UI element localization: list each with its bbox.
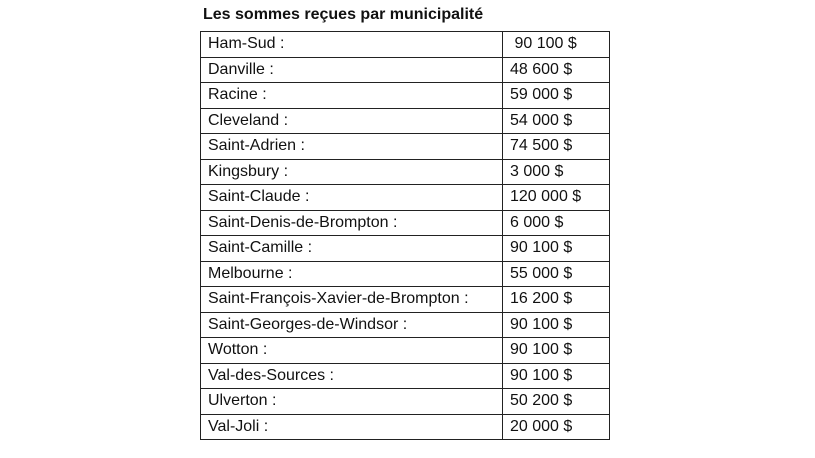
- municipality-cell: Cleveland :: [201, 108, 503, 134]
- amount-cell: 74 500 $: [503, 134, 610, 160]
- table-row: [201, 312, 610, 338]
- amount-cell: 3 000 $: [503, 159, 610, 185]
- municipality-cell: Ham-Sud :: [201, 32, 503, 58]
- municipality-cell: Saint-Camille :: [201, 236, 503, 262]
- municipality-cell: Danville :: [201, 57, 503, 83]
- municipality-cell: Saint-Georges-de-Windsor :: [201, 312, 503, 338]
- table-row: [201, 134, 610, 160]
- municipality-cell: Melbourne :: [201, 261, 503, 287]
- amount-cell: 20 000 $: [503, 414, 610, 440]
- amount-cell: 120 000 $: [503, 185, 610, 211]
- municipality-cell: Val-des-Sources :: [201, 363, 503, 389]
- amount-cell: 90 100 $: [503, 338, 610, 364]
- amounts-table-body: [201, 32, 610, 440]
- table-row: [201, 287, 610, 313]
- table-row: [201, 210, 610, 236]
- municipality-cell: Kingsbury :: [201, 159, 503, 185]
- amount-cell: 54 000 $: [503, 108, 610, 134]
- amounts-table: [200, 31, 610, 440]
- amount-cell: 90 100 $: [503, 363, 610, 389]
- table-row: [201, 32, 610, 58]
- table-row: [201, 389, 610, 415]
- table-row: [201, 159, 610, 185]
- table-row: [201, 261, 610, 287]
- municipality-cell: Ulverton :: [201, 389, 503, 415]
- municipality-cell: Saint-Adrien :: [201, 134, 503, 160]
- municipality-cell: Saint-François-Xavier-de-Brompton :: [201, 287, 503, 313]
- amount-cell: 16 200 $: [503, 287, 610, 313]
- municipality-cell: Val-Joli :: [201, 414, 503, 440]
- page-title: Les sommes reçues par municipalité: [203, 6, 484, 23]
- amount-cell: 90 100 $: [503, 312, 610, 338]
- municipality-cell: Saint-Claude :: [201, 185, 503, 211]
- table-row: [201, 108, 610, 134]
- table-row: [201, 236, 610, 262]
- amount-cell: 90 100 $: [503, 32, 610, 58]
- municipality-cell: Wotton :: [201, 338, 503, 364]
- table-row: [201, 83, 610, 109]
- table-row: [201, 185, 610, 211]
- table-row: [201, 57, 610, 83]
- amount-cell: 55 000 $: [503, 261, 610, 287]
- municipality-cell: Racine :: [201, 83, 503, 109]
- table-row: [201, 363, 610, 389]
- amount-cell: 50 200 $: [503, 389, 610, 415]
- table-row: [201, 414, 610, 440]
- amount-cell: 48 600 $: [503, 57, 610, 83]
- amount-cell: 6 000 $: [503, 210, 610, 236]
- amount-cell: 90 100 $: [503, 236, 610, 262]
- municipality-cell: Saint-Denis-de-Brompton :: [201, 210, 503, 236]
- amount-cell: 59 000 $: [503, 83, 610, 109]
- table-row: [201, 338, 610, 364]
